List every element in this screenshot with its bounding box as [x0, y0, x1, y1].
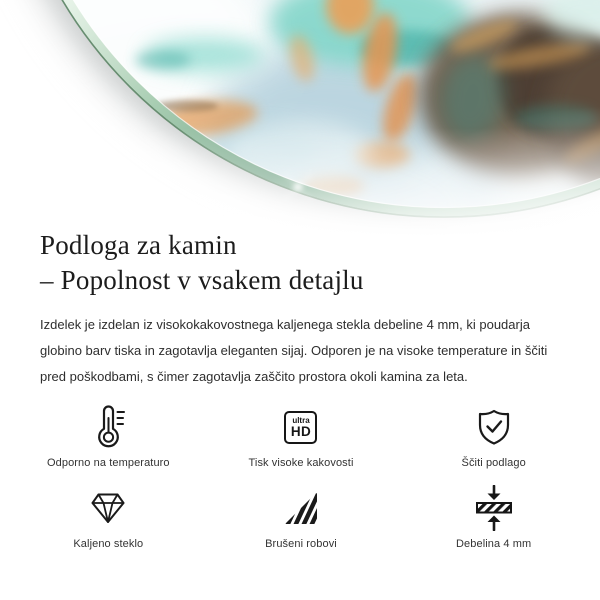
feature-grid — [12, 404, 590, 550]
feature-temperature — [12, 404, 205, 469]
product-description: Izdelek je izdelan iz visokokakovostnega kaljenega stekla debeline 4 mm, ki poudarja globino barv tiska in zagotavlja eleganten sijaj. Odporen je na visoke temperature in ščiti pred poškodbami, s čimer zagotavlja zaščito prostora okoli kamina za leta. — [40, 317, 548, 384]
product-text-block — [0, 228, 600, 550]
feature-polished-edges — [205, 485, 398, 550]
thermometer-icon — [91, 404, 125, 450]
ultra-hd-badge-top: ultra — [292, 415, 310, 425]
thickness-press-icon — [474, 485, 514, 531]
ultra-hd-badge-bottom: HD — [290, 423, 312, 439]
feature-label: Kaljeno steklo — [73, 538, 144, 550]
page-title-line2: – Popolnost v vsakem detajlu — [40, 265, 364, 295]
feature-label: Odporno na temperaturo — [46, 457, 170, 469]
shield-check-icon — [476, 404, 512, 450]
page-title-line1: Podloga za kamin — [40, 230, 237, 260]
product-image — [0, 0, 600, 246]
diamond-icon — [90, 485, 126, 531]
ultra-hd-icon — [284, 404, 317, 450]
feature-label: Debelina 4 mm — [456, 538, 532, 550]
page-title — [40, 228, 560, 298]
feature-label: Tisk visoke kakovosti — [248, 457, 354, 469]
feature-protection — [397, 404, 590, 469]
feature-tempered-glass — [12, 485, 205, 550]
feature-label: Ščiti podlago — [461, 457, 526, 469]
feature-print-quality — [205, 404, 398, 469]
feature-label: Brušeni robovi — [265, 538, 337, 550]
beveled-edges-icon — [283, 485, 319, 531]
corner-fade — [300, 60, 600, 246]
feature-thickness — [397, 485, 590, 550]
